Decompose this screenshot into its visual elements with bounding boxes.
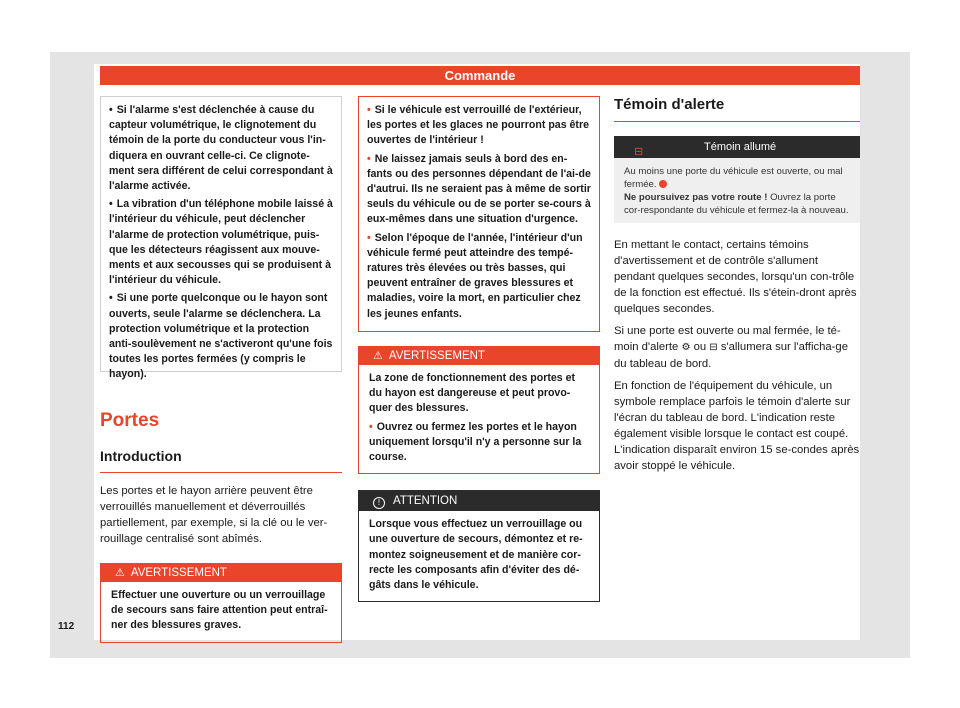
paragraph-2: Si une porte est ouverte ou mal fermée, le té-moin d'alerte ⚙ ou ⊟ s'allumera sur l'afficha-ge du tableau de bord.	[614, 325, 849, 370]
indicator-bold: Ne poursuivez pas votre route !	[624, 192, 768, 203]
paragraph-3: En fonction de l'équipement du véhicule, un symbole remplace parfois le témoin d'alerte sur l'écran du tableau de bord. L'indication reste également visible lorsque le contact est coupé. L'indication disparaît environ 15 se-condes après avoir stoppé le véhicule.	[614, 380, 860, 472]
door-open-icon: ⊟	[709, 342, 718, 353]
column-middle	[358, 96, 600, 602]
warning-dot-icon	[659, 180, 667, 188]
indicator-text: Au moins une porte du véhicule est ouverte, ou mal fermée. Ne poursuivez pas votre route ! Ouvrez la porte cor-respondante du véhicule et fermez-la à nouveau.	[624, 166, 849, 216]
warning-continued-box	[358, 96, 600, 332]
note-bullet-3: • Si une porte quelconque ou le hayon sont ouverts, seule l'alarme se déclenchera. La protection volumétrique et la protection anti-soulèvement ne s'activeront qu'une fois toutes les portes fermées (y compris le hayon).	[109, 292, 333, 381]
note-bullet-2: • La vibration d'un téléphone mobile laissé à l'intérieur du véhicule, peut déclencher l'alarme de protection volumétrique, puis-que les détecteurs réagissent aux mouve-ments et aux secousses qui se produisent à l'intérieur du véhicule.	[109, 198, 333, 287]
indicator-body	[614, 158, 860, 223]
note-bullet-1: • Si l'alarme s'est déclenchée à cause du capteur volumétrique, le clignotement du témoin de la porte du conducteur vous l'in-diquera en ouvrant celle-ci. Ce clignote-ment sera différent de celui correspondant à l'alarme activée.	[109, 104, 333, 193]
attention-label: ATTENTION	[393, 495, 458, 508]
attention-header	[359, 491, 599, 511]
door-warning-icon: ⚙	[681, 342, 691, 353]
warning-bullet: • Ouvrez ou fermez les portes et le hayon uniquement lorsqu'il n'y a personne sur la course.	[369, 420, 582, 464]
warning-body	[101, 582, 341, 642]
warning-box-2	[358, 346, 600, 474]
warning-triangle-icon: ⚠	[115, 567, 125, 579]
section-subtitle: Introduction	[100, 448, 342, 473]
warning-body-2	[359, 365, 599, 473]
warning-lamp-title: Témoin d'alerte	[614, 96, 860, 122]
warning-bullet-2: • Ne laissez jamais seuls à bord des en-fants ou des personnes dépendant de l'ai-de d'autrui. Ils ne seraient pas à même de sortir seuls du véhicule ou de se porter se-cours à eux-mêmes dans une situation d'urgence.	[367, 152, 591, 226]
attention-body	[359, 511, 599, 601]
warning-bullet-1: • Si le véhicule est verrouillé de l'extérieur, les portes et les glaces ne pourront pas être ouvertes de l'intérieur !	[367, 104, 589, 147]
intro-paragraph: Les portes et le hayon arrière peuvent être verrouillés manuellement et déverrouillés partiellement, par exemple, si la clé ou le ver-rouillage centralisé sont abîmés.	[100, 485, 328, 545]
attention-icon: !	[373, 497, 385, 509]
page-number: 112	[58, 621, 75, 632]
warning-box	[100, 563, 342, 643]
warning-triangle-icon: ⚠	[373, 350, 383, 362]
attention-box	[358, 490, 600, 602]
attention-text: Lorsque vous effectuez un verrouillage ou une ouverture de secours, démontez et re-montez soigneusement et de manière cor-recte les composants afin d'éviter des dé-gâts dans le véhicule.	[369, 518, 583, 592]
warning-header-2	[359, 347, 599, 365]
warning-header	[101, 564, 341, 582]
note-box	[100, 96, 342, 381]
column-left	[100, 96, 342, 643]
column-right	[614, 96, 860, 474]
paragraph-1: En mettant le contact, certains témoins d'avertissement et de contrôle s'allument pendant quelques secondes, lorsqu'un con-trôle de la fonction est effectué. Ils s'étein-dront après quelques secondes.	[614, 239, 857, 315]
door-open-icon: ⊟	[634, 146, 644, 158]
warning-label: AVERTISSEMENT	[130, 567, 227, 579]
indicator-header	[614, 136, 860, 158]
warning-intro: La zone de fonctionnement des portes et du hayon est dangereuse et peut provo-quer des blessures.	[369, 372, 576, 415]
warning-label-2: AVERTISSEMENT	[388, 350, 485, 362]
warning-bullet-3: • Selon l'époque de l'année, l'intérieur d'un véhicule fermé peut atteindre des tempé-ratures très élevées ou très basses, qui peuvent entraîner de graves blessures et maladies, voire la mort, en particulier chez les jeunes enfants.	[367, 231, 583, 320]
indicator-header-label: Témoin allumé	[704, 141, 777, 153]
indicator-table	[614, 136, 860, 223]
section-header: Commande	[100, 66, 860, 85]
warning-text: Effectuer une ouverture ou un verrouillage de secours sans faire attention peut entraî-ner des blessures graves.	[111, 589, 328, 632]
chapter-title: Portes	[100, 410, 160, 431]
